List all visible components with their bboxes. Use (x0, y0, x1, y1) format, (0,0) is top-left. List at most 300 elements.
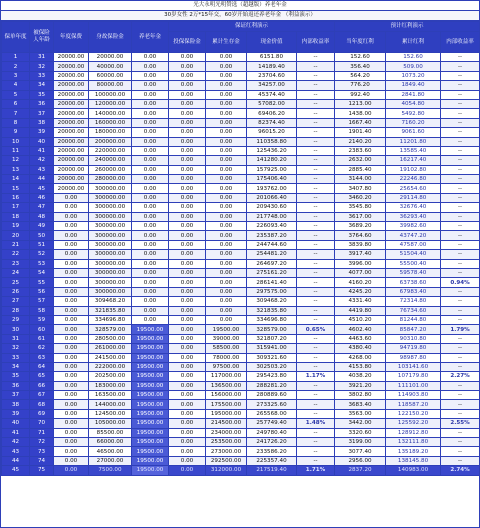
table-row (2, 438, 480, 447)
cell-terminal: 0.00 (169, 231, 206, 240)
cell-terminal: 0.00 (169, 447, 206, 456)
cell-annuity: 19500.00 (132, 456, 169, 465)
cell-age: 67 (30, 391, 54, 400)
cell-cash-value: 249780.40 (247, 428, 297, 437)
cell-age: 37 (30, 109, 54, 118)
cell-terminal: 0.00 (169, 118, 206, 127)
cell-year: 35 (2, 372, 30, 381)
cell-age: 64 (30, 362, 54, 371)
cell-cash-value: 226093.40 (247, 222, 297, 231)
cell-year: 15 (2, 184, 30, 193)
table-row (2, 447, 480, 456)
table-row (2, 118, 480, 127)
cell-premium: 20000.00 (54, 109, 89, 118)
cell-annuity: 0.00 (132, 109, 169, 118)
cell-accumulated: 0.00 (206, 53, 247, 62)
cell-terminal: 0.00 (169, 240, 206, 249)
cell-annuity: 0.00 (132, 128, 169, 137)
cell-age: 47 (30, 203, 54, 212)
cell-age: 50 (30, 231, 54, 240)
cell-irr-guaranteed: -- (297, 250, 335, 259)
cell-premium: 0.00 (54, 447, 89, 456)
cell-year: 8 (2, 118, 30, 127)
cell-accumulated: 0.00 (206, 259, 247, 268)
cell-irr-guaranteed: -- (297, 165, 335, 174)
cell-premium: 0.00 (54, 306, 89, 315)
cell-irr-guaranteed: -- (297, 428, 335, 437)
cell-cumulative-bonus: 85847.20 (386, 325, 441, 334)
cell-cumulative-bonus: 25654.60 (386, 184, 441, 193)
cell-death-benefit: 66000.00 (89, 438, 132, 447)
cell-death-benefit: 105000.00 (89, 419, 132, 428)
cell-cumulative-bonus: 59578.40 (386, 268, 441, 277)
cell-age: 49 (30, 222, 54, 231)
cell-annuity: 0.00 (132, 250, 169, 259)
cell-age: 32 (30, 62, 54, 71)
cell-cash-value: 34257.00 (247, 81, 297, 90)
table-row (2, 381, 480, 390)
table-row (2, 409, 480, 418)
cell-irr-projected: -- (441, 137, 480, 146)
cell-cash-value: 110358.80 (247, 137, 297, 146)
cell-cash-value: 297575.00 (247, 287, 297, 296)
cell-accumulated: 19500.00 (206, 325, 247, 334)
cell-accumulated: 0.00 (206, 99, 247, 108)
cell-accumulated: 175500.00 (206, 400, 247, 409)
cell-cumulative-bonus: 39982.60 (386, 222, 441, 231)
cell-annual-bonus: 3545.80 (335, 203, 386, 212)
cell-premium: 0.00 (54, 278, 89, 287)
cell-terminal: 0.00 (169, 344, 206, 353)
cell-annual-bonus: 1438.00 (335, 109, 386, 118)
cell-accumulated: 78000.00 (206, 353, 247, 362)
cell-cumulative-bonus: 122150.20 (386, 409, 441, 418)
cell-annuity: 19500.00 (132, 428, 169, 437)
cell-cash-value: 334696.80 (247, 315, 297, 324)
cell-annual-bonus: 2837.20 (335, 466, 386, 475)
cell-age: 65 (30, 372, 54, 381)
cell-death-benefit: 7500.00 (89, 466, 132, 475)
cell-cumulative-bonus: 47587.00 (386, 240, 441, 249)
cell-annuity: 0.00 (132, 184, 169, 193)
cell-terminal: 0.00 (169, 71, 206, 80)
cell-death-benefit: 300000.00 (89, 222, 132, 231)
cell-terminal: 0.00 (169, 156, 206, 165)
cell-premium: 20000.00 (54, 81, 89, 90)
cell-year: 5 (2, 90, 30, 99)
cell-age: 58 (30, 306, 54, 315)
cell-age: 73 (30, 447, 54, 456)
cell-age: 71 (30, 428, 54, 437)
cell-cumulative-bonus: 16217.40 (386, 156, 441, 165)
table-row (2, 222, 480, 231)
cell-irr-projected: -- (441, 109, 480, 118)
table-row (2, 71, 480, 80)
cell-year: 6 (2, 99, 30, 108)
cell-accumulated: 214500.00 (206, 419, 247, 428)
cell-irr-projected: 1.79% (441, 325, 480, 334)
cell-annuity: 0.00 (132, 53, 169, 62)
cell-cash-value: 309321.60 (247, 353, 297, 362)
cell-cash-value: 275161.20 (247, 268, 297, 277)
cell-death-benefit: 321835.80 (89, 306, 132, 315)
sheet-title: 光大永明光明赞选（超越版）养老年金 (1, 1, 479, 11)
cell-death-benefit: 220000.00 (89, 146, 132, 155)
table-row (2, 156, 480, 165)
cell-irr-projected: -- (441, 222, 480, 231)
cell-annuity: 0.00 (132, 118, 169, 127)
cell-premium: 0.00 (54, 334, 89, 343)
cell-death-benefit: 222000.00 (89, 362, 132, 371)
table-row (2, 315, 480, 324)
cell-premium: 20000.00 (54, 128, 89, 137)
cell-age: 36 (30, 99, 54, 108)
cell-premium: 0.00 (54, 268, 89, 277)
cell-year: 23 (2, 259, 30, 268)
cell-cash-value: 273325.60 (247, 400, 297, 409)
cell-death-benefit: 80000.00 (89, 81, 132, 90)
cell-annuity: 0.00 (132, 99, 169, 108)
cell-cumulative-bonus: 55500.40 (386, 259, 441, 268)
cell-death-benefit: 183000.00 (89, 381, 132, 390)
cell-annual-bonus: 4160.20 (335, 278, 386, 287)
cell-annual-bonus: 1667.40 (335, 118, 386, 127)
cell-age: 38 (30, 118, 54, 127)
cell-irr-projected: -- (441, 250, 480, 259)
cell-annuity: 19500.00 (132, 334, 169, 343)
cell-premium: 20000.00 (54, 165, 89, 174)
cell-cash-value: 193762.00 (247, 184, 297, 193)
cell-premium: 0.00 (54, 344, 89, 353)
cell-cash-value: 209430.60 (247, 203, 297, 212)
cell-irr-projected: -- (441, 99, 480, 108)
cell-irr-guaranteed: -- (297, 109, 335, 118)
cell-annuity: 0.00 (132, 137, 169, 146)
cell-cash-value: 14189.40 (247, 62, 297, 71)
cell-annual-bonus: 4077.00 (335, 268, 386, 277)
cell-annuity: 0.00 (132, 62, 169, 71)
cell-cash-value: 315941.00 (247, 344, 297, 353)
cell-death-benefit: 100000.00 (89, 90, 132, 99)
cell-annual-bonus: 4380.40 (335, 344, 386, 353)
cell-age: 61 (30, 334, 54, 343)
cell-terminal: 0.00 (169, 372, 206, 381)
cell-cash-value: 309468.20 (247, 297, 297, 306)
cell-irr-guaranteed: -- (297, 128, 335, 137)
table-row (2, 306, 480, 315)
cell-terminal: 0.00 (169, 212, 206, 221)
cell-cash-value: 280889.60 (247, 391, 297, 400)
table-row (2, 353, 480, 362)
cell-annuity: 19500.00 (132, 353, 169, 362)
cell-accumulated: 312000.00 (206, 466, 247, 475)
cell-age: 56 (30, 287, 54, 296)
cell-accumulated: 0.00 (206, 184, 247, 193)
cell-cash-value: 321835.80 (247, 306, 297, 315)
cell-death-benefit: 240000.00 (89, 156, 132, 165)
cell-death-benefit: 300000.00 (89, 268, 132, 277)
cell-irr-guaranteed: 1.17% (297, 372, 335, 381)
cell-annual-bonus: 992.40 (335, 90, 386, 99)
cell-year: 17 (2, 203, 30, 212)
cell-accumulated: 0.00 (206, 156, 247, 165)
cell-terminal: 0.00 (169, 315, 206, 324)
cell-annuity: 0.00 (132, 306, 169, 315)
cell-year: 21 (2, 240, 30, 249)
table-row (2, 212, 480, 221)
cell-irr-projected: -- (441, 90, 480, 99)
cell-accumulated: 39000.00 (206, 334, 247, 343)
cell-year: 22 (2, 250, 30, 259)
cell-death-benefit: 280500.00 (89, 334, 132, 343)
cell-cumulative-bonus: 135189.20 (386, 447, 441, 456)
cell-irr-projected: -- (441, 212, 480, 221)
table-row (2, 419, 480, 428)
cell-year: 33 (2, 353, 30, 362)
cell-irr-guaranteed: -- (297, 146, 335, 155)
cell-death-benefit: 20000.00 (89, 53, 132, 62)
cell-premium: 20000.00 (54, 118, 89, 127)
cell-year: 18 (2, 212, 30, 221)
cell-annuity: 19500.00 (132, 381, 169, 390)
cell-terminal: 0.00 (169, 90, 206, 99)
cell-premium: 20000.00 (54, 53, 89, 62)
cell-premium: 0.00 (54, 400, 89, 409)
cell-cumulative-bonus: 1073.20 (386, 71, 441, 80)
cell-annuity: 0.00 (132, 222, 169, 231)
cell-annual-bonus: 4463.60 (335, 334, 386, 343)
cell-accumulated: 136500.00 (206, 381, 247, 390)
table-row (2, 362, 480, 371)
cell-annuity: 0.00 (132, 315, 169, 324)
cell-annuity: 0.00 (132, 146, 169, 155)
cell-death-benefit: 200000.00 (89, 137, 132, 146)
cell-irr-guaranteed: -- (297, 438, 335, 447)
cell-cumulative-bonus: 63738.60 (386, 278, 441, 287)
cell-irr-projected: -- (441, 315, 480, 324)
cell-year: 32 (2, 344, 30, 353)
cell-annuity: 0.00 (132, 259, 169, 268)
cell-accumulated: 234000.00 (206, 428, 247, 437)
cell-terminal: 0.00 (169, 466, 206, 475)
cell-annual-bonus: 3839.80 (335, 240, 386, 249)
table-row (2, 268, 480, 277)
cell-terminal: 0.00 (169, 409, 206, 418)
cell-irr-projected: -- (441, 362, 480, 371)
cell-cumulative-bonus: 2841.80 (386, 90, 441, 99)
cell-premium: 0.00 (54, 372, 89, 381)
cell-accumulated: 0.00 (206, 297, 247, 306)
cell-annual-bonus: 3144.00 (335, 175, 386, 184)
cell-cumulative-bonus: 11201.80 (386, 137, 441, 146)
cell-irr-projected: -- (441, 156, 480, 165)
cell-irr-guaranteed: -- (297, 71, 335, 80)
cell-annual-bonus: 2885.40 (335, 165, 386, 174)
cell-annual-bonus: 2383.60 (335, 146, 386, 155)
cell-premium: 0.00 (54, 212, 89, 221)
cell-year: 13 (2, 165, 30, 174)
cell-death-benefit: 300000.00 (89, 231, 132, 240)
cell-annual-bonus: 4510.20 (335, 315, 386, 324)
cell-premium: 0.00 (54, 250, 89, 259)
cell-year: 9 (2, 128, 30, 137)
cell-accumulated: 0.00 (206, 62, 247, 71)
cell-irr-projected: -- (441, 391, 480, 400)
cell-accumulated: 0.00 (206, 128, 247, 137)
cell-accumulated: 0.00 (206, 118, 247, 127)
cell-terminal: 0.00 (169, 278, 206, 287)
cell-annuity: 19500.00 (132, 362, 169, 371)
cell-premium: 20000.00 (54, 90, 89, 99)
cell-terminal: 0.00 (169, 81, 206, 90)
table-row (2, 193, 480, 202)
cell-accumulated: 0.00 (206, 222, 247, 231)
cell-year: 30 (2, 325, 30, 334)
cell-terminal: 0.00 (169, 306, 206, 315)
cell-premium: 20000.00 (54, 71, 89, 80)
cell-annuity: 0.00 (132, 175, 169, 184)
cell-cumulative-bonus: 43747.20 (386, 231, 441, 240)
cell-cash-value: 264697.20 (247, 259, 297, 268)
cell-annuity: 0.00 (132, 278, 169, 287)
cell-cash-value: 57082.00 (247, 99, 297, 108)
cell-year: 16 (2, 193, 30, 202)
table-row (2, 90, 480, 99)
cell-age: 33 (30, 71, 54, 80)
table-row (2, 240, 480, 249)
cell-terminal: 0.00 (169, 203, 206, 212)
cell-age: 74 (30, 456, 54, 465)
cell-cash-value: 141280.20 (247, 156, 297, 165)
cell-premium: 0.00 (54, 297, 89, 306)
cell-death-benefit: 124500.00 (89, 409, 132, 418)
cell-accumulated: 97500.00 (206, 362, 247, 371)
cell-terminal: 0.00 (169, 456, 206, 465)
cell-death-benefit: 140000.00 (89, 109, 132, 118)
cell-annual-bonus: 356.40 (335, 62, 386, 71)
cell-premium: 0.00 (54, 315, 89, 324)
cell-irr-projected: -- (441, 447, 480, 456)
cell-irr-projected: -- (441, 287, 480, 296)
cell-annual-bonus: 3077.40 (335, 447, 386, 456)
cell-death-benefit: 300000.00 (89, 212, 132, 221)
cell-accumulated: 253500.00 (206, 438, 247, 447)
cell-irr-guaranteed: -- (297, 81, 335, 90)
group-header-projected: 预计红利演示 (335, 22, 480, 32)
cell-age: 34 (30, 81, 54, 90)
cell-death-benefit: 334696.80 (89, 315, 132, 324)
cell-annual-bonus: 3921.20 (335, 381, 386, 390)
cell-irr-guaranteed: -- (297, 118, 335, 127)
cell-death-benefit: 309468.20 (89, 297, 132, 306)
cell-cumulative-bonus: 1849.40 (386, 81, 441, 90)
cell-accumulated: 0.00 (206, 71, 247, 80)
table-row (2, 391, 480, 400)
cell-cumulative-bonus: 67983.40 (386, 287, 441, 296)
cell-age: 75 (30, 466, 54, 475)
cell-cash-value: 217519.40 (247, 466, 297, 475)
cell-year: 26 (2, 287, 30, 296)
cell-age: 54 (30, 268, 54, 277)
cell-annual-bonus: 3407.80 (335, 184, 386, 193)
cell-terminal: 0.00 (169, 62, 206, 71)
cell-irr-guaranteed: -- (297, 222, 335, 231)
cell-annuity: 19500.00 (132, 391, 169, 400)
cell-annual-bonus: 4419.80 (335, 306, 386, 315)
cell-annuity: 19500.00 (132, 438, 169, 447)
cell-age: 63 (30, 353, 54, 362)
cell-year: 19 (2, 222, 30, 231)
cell-cash-value: 321807.20 (247, 334, 297, 343)
cell-death-benefit: 120000.00 (89, 99, 132, 108)
cell-premium: 20000.00 (54, 184, 89, 193)
cell-accumulated: 0.00 (206, 212, 247, 221)
cell-cumulative-bonus: 5492.80 (386, 109, 441, 118)
table-row (2, 334, 480, 343)
cell-annual-bonus: 1213.00 (335, 99, 386, 108)
cell-age: 35 (30, 90, 54, 99)
cell-age: 48 (30, 212, 54, 221)
cell-death-benefit: 300000.00 (89, 250, 132, 259)
cell-accumulated: 0.00 (206, 109, 247, 118)
cell-irr-projected: -- (441, 118, 480, 127)
col-header-annual-bonus: 当年度红利 (335, 32, 386, 53)
cell-premium: 20000.00 (54, 156, 89, 165)
cell-year: 3 (2, 71, 30, 80)
cell-cumulative-bonus: 107179.80 (386, 372, 441, 381)
table-row (2, 53, 480, 62)
cell-irr-guaranteed: -- (297, 203, 335, 212)
cell-year: 41 (2, 428, 30, 437)
cell-annual-bonus: 776.20 (335, 81, 386, 90)
cell-cumulative-bonus: 125592.20 (386, 419, 441, 428)
cell-cumulative-bonus: 152.60 (386, 53, 441, 62)
cell-age: 42 (30, 156, 54, 165)
cell-cash-value: 328579.00 (247, 325, 297, 334)
cell-irr-projected: 0.94% (441, 278, 480, 287)
cell-terminal: 0.00 (169, 334, 206, 343)
cell-irr-projected: -- (441, 259, 480, 268)
col-header-premium: 年度保费 (54, 22, 89, 53)
cell-cash-value: 235387.20 (247, 231, 297, 240)
cell-premium: 0.00 (54, 193, 89, 202)
cell-death-benefit: 27000.00 (89, 456, 132, 465)
table-row (2, 250, 480, 259)
cell-terminal: 0.00 (169, 165, 206, 174)
cell-year: 37 (2, 391, 30, 400)
cell-death-benefit: 300000.00 (89, 240, 132, 249)
cell-irr-projected: -- (441, 128, 480, 137)
cell-accumulated: 0.00 (206, 175, 247, 184)
cell-annuity: 0.00 (132, 71, 169, 80)
cell-year: 7 (2, 109, 30, 118)
col-header-cumulative-bonus: 累计红利 (386, 32, 441, 53)
cell-irr-guaranteed: -- (297, 447, 335, 456)
cell-irr-projected: -- (441, 193, 480, 202)
cell-year: 10 (2, 137, 30, 146)
cell-cumulative-bonus: 51504.40 (386, 250, 441, 259)
cell-accumulated: 0.00 (206, 315, 247, 324)
cell-irr-projected: -- (441, 184, 480, 193)
cell-annual-bonus: 564.20 (335, 71, 386, 80)
cell-cash-value: 96015.20 (247, 128, 297, 137)
cell-year: 2 (2, 62, 30, 71)
cell-irr-guaranteed: -- (297, 137, 335, 146)
cell-cash-value: 225357.40 (247, 456, 297, 465)
cell-death-benefit: 202500.00 (89, 372, 132, 381)
cell-cash-value: 23704.60 (247, 71, 297, 80)
table-row (2, 456, 480, 465)
